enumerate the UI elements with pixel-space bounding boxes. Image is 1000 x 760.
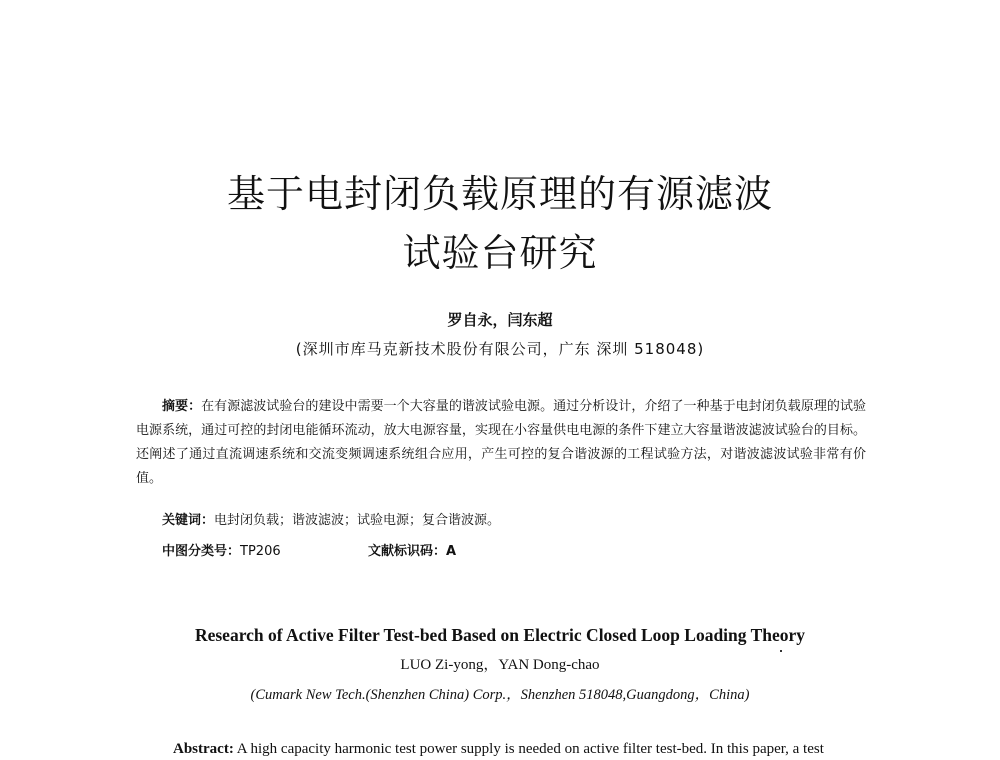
chinese-abstract-label: 摘要： bbox=[162, 399, 202, 414]
english-affiliation: (Cumark New Tech.(Shenzhen China) Corp.，Shenzhen 518048,Guangdong，China) bbox=[250, 687, 750, 703]
document-code bbox=[368, 540, 456, 559]
clc-label: 中图分类号： bbox=[162, 544, 241, 559]
clc-number bbox=[162, 544, 281, 559]
english-abstract-text: A high capacity harmonic test power supply is needed on active filter test-bed. In this paper, a test bbox=[233, 741, 824, 757]
chinese-abstract bbox=[136, 395, 866, 491]
english-abstract bbox=[173, 741, 933, 758]
docid-label: 文献标识码： bbox=[368, 544, 447, 559]
english-title: Research of Active Filter Test-bed Based on Electric Closed Loop Loading Theory bbox=[194, 625, 806, 645]
stray-mark bbox=[780, 650, 782, 652]
chinese-keywords bbox=[162, 509, 500, 528]
docid-value: A bbox=[446, 544, 457, 559]
classification-row bbox=[162, 540, 862, 559]
chinese-affiliation: (深圳市库马克新技术股份有限公司，广东 深圳 518048) bbox=[295, 340, 705, 358]
chinese-title-line-2: 试验台研究 bbox=[402, 231, 598, 275]
chinese-abstract-text: 在有源滤波试验台的建设中需要一个大容量的谐波试验电源。通过分析设计，介绍了一种基于电封闭负载原理的试验电源系统，通过可控的封闭电能循环流动，放大电源容量，实现在小容量供电电源的条件下建立大容量谐波滤波试验台的目标。还阐述了通过直流调速系统和交流变频调速系统组合应用，产生可控的复合谐波源的工程试验方法，对谐波滤波试验非常有价值。 bbox=[136, 399, 866, 486]
clc-value: TP206 bbox=[240, 544, 281, 559]
chinese-title-line-1: 基于电封闭负载原理的有源滤波 bbox=[226, 172, 773, 216]
english-abstract-label: Abstract: bbox=[173, 741, 234, 757]
chinese-keywords-label: 关键词： bbox=[162, 513, 215, 528]
chinese-authors: 罗自永，闫东超 bbox=[447, 311, 553, 329]
chinese-keywords-text: 电封闭负载；谐波滤波；试验电源；复合谐波源。 bbox=[214, 513, 501, 528]
english-authors: LUO Zi-yong，YAN Dong-chao bbox=[400, 657, 600, 673]
